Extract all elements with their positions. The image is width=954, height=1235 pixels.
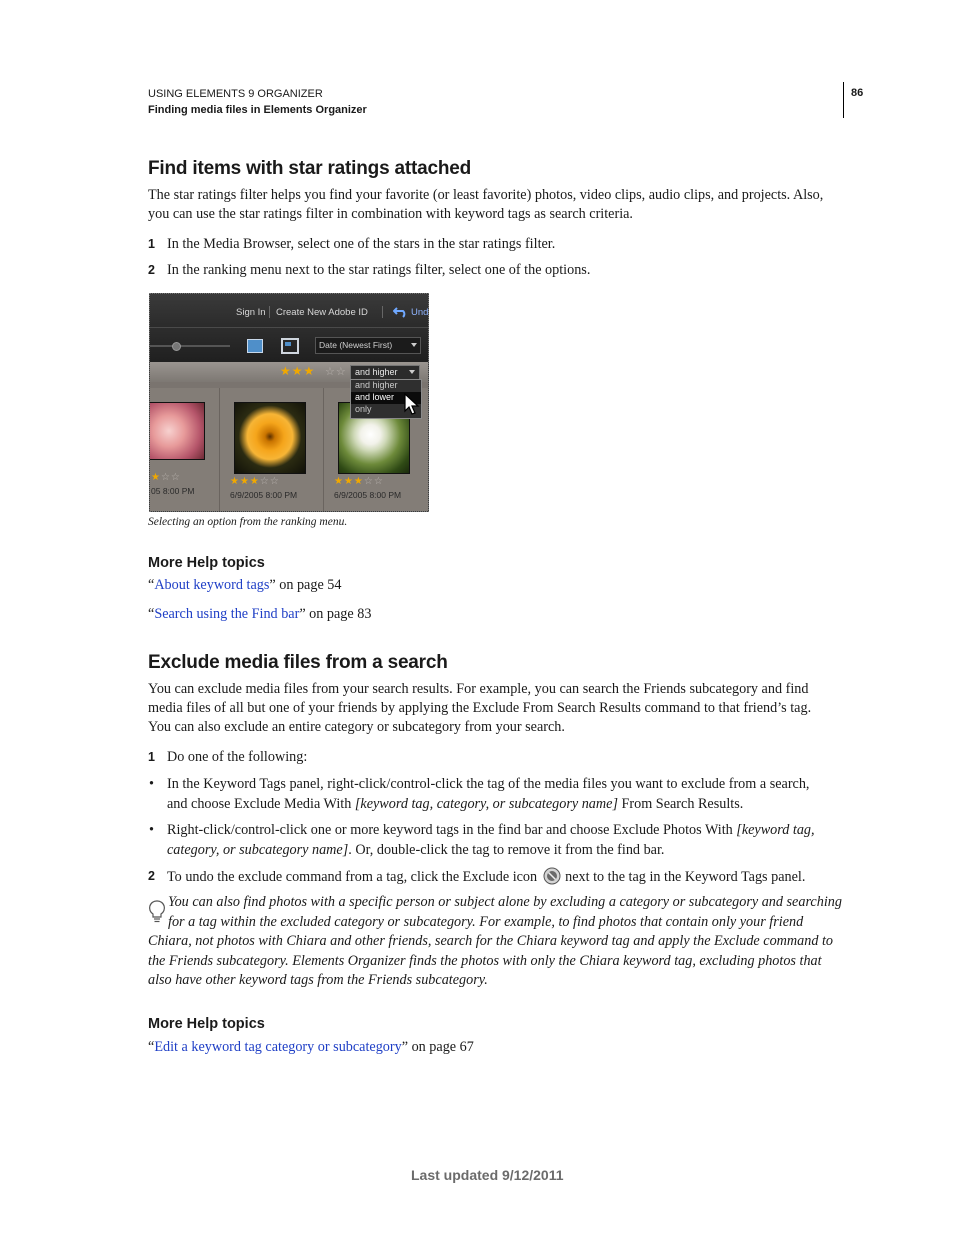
- exclude-intro-line-1: You can exclude media files from your search results. For example, you can search the Friends subcategory and find: [148, 681, 809, 697]
- undo-label: Und: [411, 307, 429, 318]
- section-heading-star-ratings: Find items with star ratings attached: [148, 158, 472, 179]
- star-rating-filter: ★★★: [280, 364, 316, 378]
- step-text: To undo the exclude command from a tag, click the Exclude icon next to the tag in the Keyword Tags panel.: [167, 867, 843, 892]
- full-screen-icon: [281, 338, 299, 354]
- step-2: [148, 261, 848, 281]
- tip-lightbulb-icon: [147, 899, 167, 930]
- photo-date: 6/9/2005 8:00 PM: [334, 490, 402, 500]
- help-link-find-bar: “Search using the Find bar” on page 83: [148, 606, 372, 622]
- mouse-cursor-icon: [404, 393, 420, 422]
- exclude-step-2: [148, 867, 848, 887]
- ranking-selected-value: and higher: [355, 367, 398, 377]
- ranking-menu-screenshot: [149, 293, 429, 512]
- photo-date: 6/9/2005 8:00 PM: [230, 490, 298, 500]
- zoom-slider-handle: [172, 342, 181, 351]
- tip-line-4: the Friends subcategory. Elements Organizer finds the photos with only the Chiara keyword tag, excluding photos that: [148, 953, 822, 969]
- intro-line-2: you can use the star ratings filter in combination with keyword tags as search criteria.: [148, 206, 633, 222]
- more-help-heading-2: More Help topics: [148, 1016, 265, 1032]
- bullet-item-find-bar: [148, 821, 848, 861]
- sign-in-link: Sign In: [236, 307, 266, 318]
- exclude-step-1: [148, 748, 848, 768]
- figure-toolbar: [150, 327, 429, 363]
- bullet: •: [149, 776, 154, 792]
- divider: [382, 306, 383, 318]
- bullet: •: [149, 822, 154, 838]
- step-text: In the ranking menu next to the star ratings filter, select one of the options.: [167, 262, 591, 278]
- step-text: Do one of the following:: [167, 749, 308, 765]
- intro-line-1: The star ratings filter helps you find your favorite (or least favorite) photos, video clips, audio clips, and projects. Also,: [148, 187, 824, 203]
- step-1: [148, 235, 848, 255]
- step-number: 2: [148, 263, 155, 277]
- exclude-intro-line-2: media files of all but one of your friends by applying the Exclude From Search Results command to that friend’s tag.: [148, 700, 812, 716]
- tip-line-1: You can also find photos with a specific person or subject alone by excluding a category or subcategory and searching: [168, 894, 842, 910]
- tip-line-2: for a tag within the excluded category or subcategory. For example, to find photos that contain only your friend: [168, 914, 804, 930]
- page-number: 86: [851, 87, 864, 99]
- zoom-slider-track: [150, 345, 230, 347]
- bullet-line-2: category, or subcategory name]. Or, double-click the tag to remove it from the find bar.: [167, 841, 665, 858]
- divider: [269, 306, 270, 318]
- photo-rating: ★★★☆☆: [334, 476, 384, 487]
- chapter-title: Finding media files in Elements Organizer: [148, 104, 367, 116]
- chevron-down-icon: [409, 370, 415, 374]
- about-keyword-tags-link[interactable]: About keyword tags: [154, 577, 270, 593]
- photo-date: 05 8:00 PM: [151, 486, 195, 496]
- tip-line-5: also have other keyword tags from the Friends subcategory.: [148, 972, 488, 988]
- exclude-icon: [543, 867, 561, 892]
- single-photo-view-icon: [247, 339, 263, 353]
- help-link-keyword-tags: “About keyword tags” on page 54: [148, 577, 342, 593]
- search-find-bar-link[interactable]: Search using the Find bar: [154, 606, 300, 622]
- sort-order-value: Date (Newest First): [319, 340, 393, 350]
- photo-cell: [149, 388, 220, 512]
- bullet-line-1: In the Keyword Tags panel, right-click/control-click the tag of the media files you want to exclude from a search,: [167, 776, 810, 792]
- last-updated: Last updated 9/12/2011: [411, 1167, 564, 1183]
- photo-thumbnail-dahlia: [149, 402, 205, 460]
- photo-rating: ★★★☆☆: [230, 476, 280, 487]
- ranking-option-and-higher: and higher: [355, 380, 398, 390]
- step-number: 1: [148, 237, 155, 251]
- chevron-down-icon: [411, 343, 417, 347]
- edit-keyword-category-link[interactable]: Edit a keyword tag category or subcategory: [154, 1039, 402, 1055]
- step-text: In the Media Browser, select one of the stars in the star ratings filter.: [167, 236, 556, 252]
- ranking-menu-select: [350, 365, 420, 380]
- tip-line-3: Chiara, not photos with Chiara and other friends, search for the Chiara keyword tag and apply the Exclude command to: [148, 933, 834, 949]
- figure-caption: Selecting an option from the ranking menu.: [148, 516, 348, 528]
- undo-icon: [393, 305, 409, 323]
- star-rating-filter-empty: ☆☆: [325, 366, 347, 378]
- step-number: 2: [148, 869, 155, 883]
- sort-order-select: [315, 337, 421, 354]
- create-adobe-id-link: Create New Adobe ID: [276, 307, 368, 318]
- photo-cell: [219, 388, 324, 512]
- photo-thumbnail-yellow-flower: [234, 402, 306, 474]
- section-heading-exclude: Exclude media files from a search: [148, 652, 448, 673]
- more-help-heading-1: More Help topics: [148, 555, 265, 571]
- photo-rating: ★☆☆: [151, 472, 181, 483]
- bullet-line-1: Right-click/control-click one or more keyword tags in the find bar and choose Exclude Photos With [keyword tag,: [167, 822, 815, 838]
- help-link-edit-category: “Edit a keyword tag category or subcategory” on page 67: [148, 1039, 474, 1055]
- header-rule: [843, 82, 844, 118]
- bullet-item-keyword-panel: [148, 775, 848, 815]
- ranking-option-and-lower: and lower: [351, 392, 421, 404]
- step-number: 1: [148, 750, 155, 764]
- book-title: USING ELEMENTS 9 ORGANIZER: [148, 88, 323, 100]
- bullet-line-2: and choose Exclude Media With [keyword tag, category, or subcategory name] From Search Results.: [167, 795, 744, 812]
- figure-top-bar: [150, 294, 429, 327]
- exclude-intro-line-3: You can also exclude an entire category or subcategory from your search.: [148, 719, 565, 735]
- ranking-option-only: only: [355, 404, 372, 414]
